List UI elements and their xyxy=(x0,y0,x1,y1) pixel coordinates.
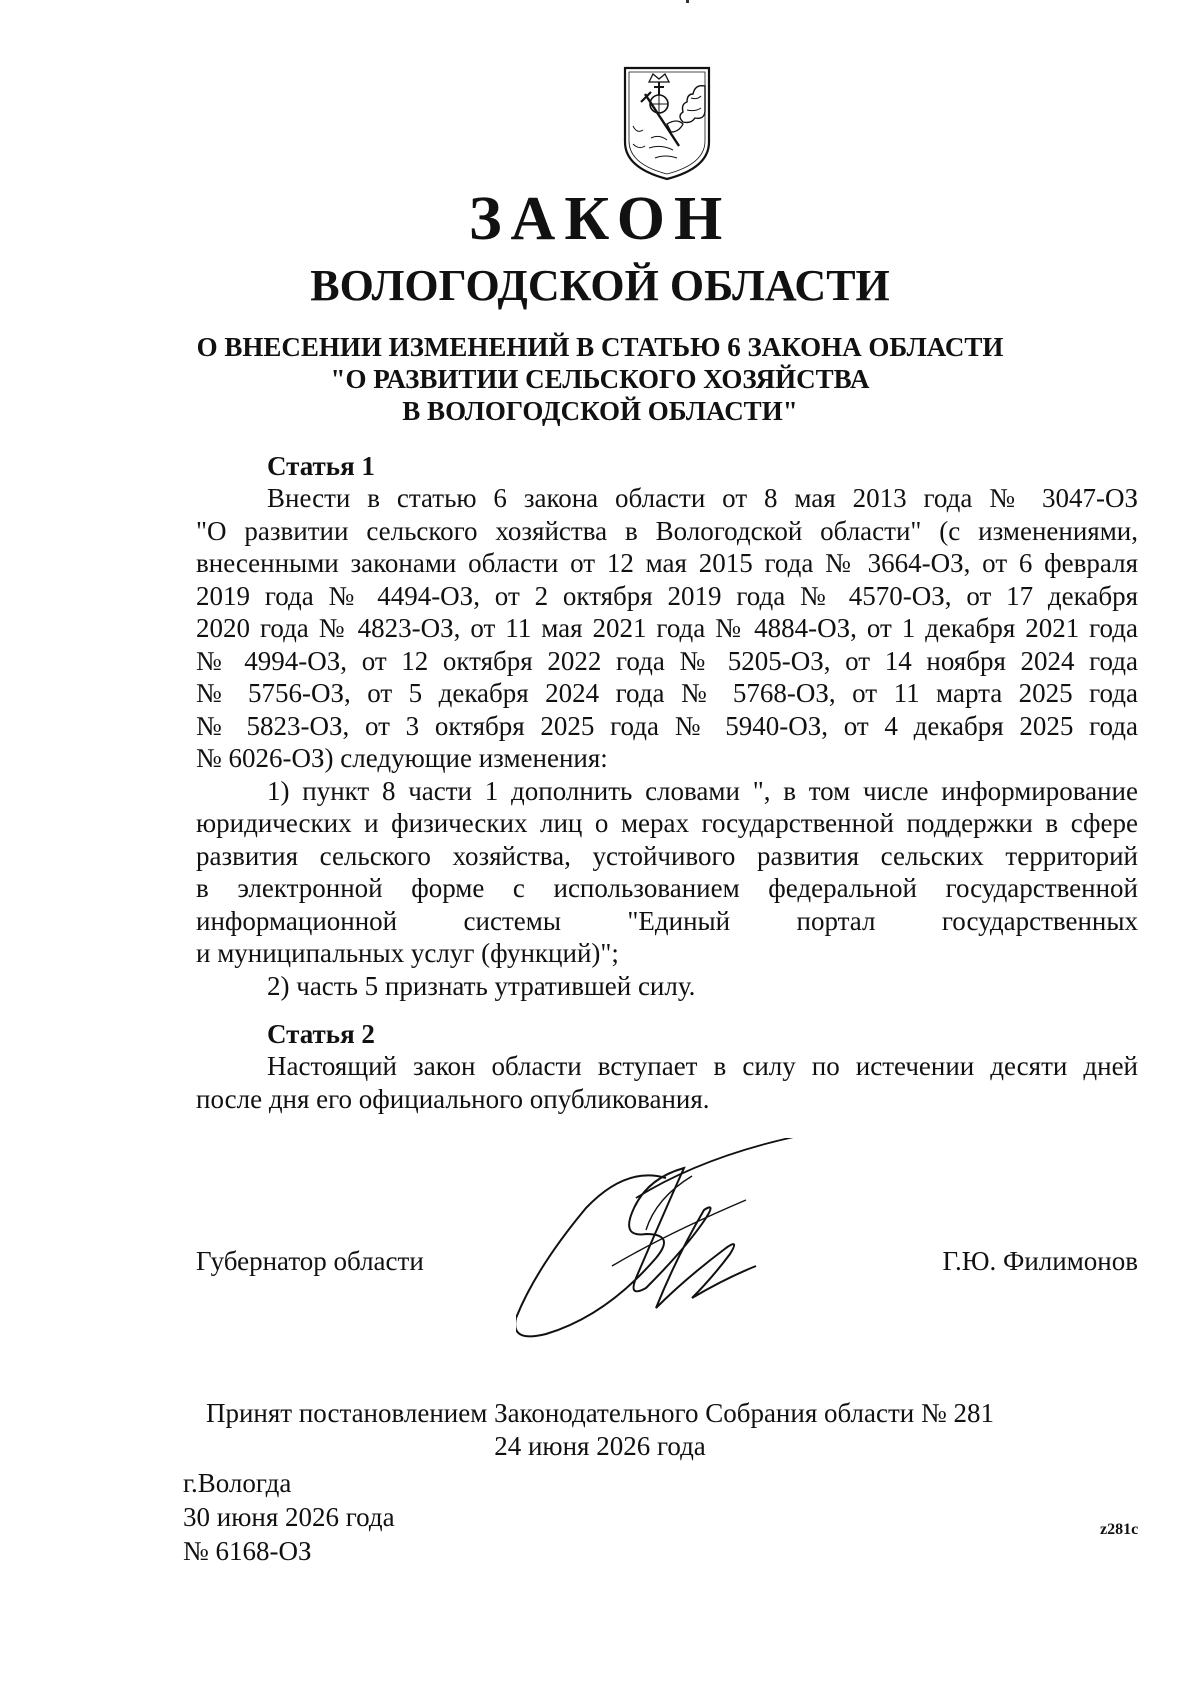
body-line: в электронной форме с использованием федеральной государственной xyxy=(196,873,1138,903)
body-line: и муниципальных услуг (функций)"; xyxy=(196,938,619,968)
issue-city: г.Вологда xyxy=(183,1468,292,1498)
body-line: 2019 года № 4494-ОЗ, от 2 октября 2019 года № 4570-ОЗ, от 17 декабря xyxy=(196,580,1138,611)
body-line: внесенными законами области от 12 мая 2015 года № 3664-ОЗ, от 6 февраля xyxy=(196,548,1138,578)
adoption-note xyxy=(0,1397,1200,1463)
heading-line: "О РАЗВИТИИ СЕЛЬСКОГО ХОЗЯЙСТВА xyxy=(330,364,870,394)
page-mark xyxy=(686,0,689,3)
body-line: развития сельского хозяйства, устойчивого развития сельских территорий xyxy=(196,840,1138,871)
body-line: 2020 года № 4823-ОЗ, от 11 мая 2021 года № 4884-ОЗ, от 1 декабря 2021 года xyxy=(196,613,1138,643)
law-number: № 6168-ОЗ xyxy=(183,1536,312,1566)
heading-line: О ВНЕСЕНИИ ИЗМЕНЕНИЙ В СТАТЬЮ 6 ЗАКОНА ОБЛАСТИ xyxy=(196,332,1004,362)
signatory-name: Г.Ю. Филимонов xyxy=(942,1246,1138,1276)
body-line: № 5756-ОЗ, от 5 декабря 2024 года № 5768-ОЗ, от 11 марта 2025 года xyxy=(196,678,1138,708)
body-line: 1) пункт 8 части 1 дополнить словами ", в том числе информирование xyxy=(267,775,1138,806)
document-code: z281c xyxy=(1100,1521,1139,1538)
article-2-title: Статья 2 xyxy=(267,1019,375,1049)
body-line: юридических и физических лиц о мерах государственной поддержки в сфере xyxy=(196,808,1138,838)
adoption-resolution: Принят постановлением Законодательного Собрания области № 281 xyxy=(205,1398,995,1428)
article-1-body xyxy=(196,482,1138,1002)
coat-of-arms-icon xyxy=(621,64,713,182)
article-2-body xyxy=(196,1050,1138,1115)
body-line: 2) часть 5 признать утратившей силу. xyxy=(267,970,696,1001)
heading-line: В ВОЛОГОДСКОЙ ОБЛАСТИ" xyxy=(402,396,798,426)
body-line: информационной системы "Единый портал государственных xyxy=(196,905,1138,936)
body-line: "О развитии сельского хозяйства в Вологодской области" (с изменениями, xyxy=(196,515,1138,546)
body-line: № 4994-ОЗ, от 12 октября 2022 года № 5205-ОЗ, от 14 ноября 2024 года xyxy=(196,645,1138,676)
issue-date: 30 июня 2026 года xyxy=(183,1502,395,1532)
signatory-position: Губернатор области xyxy=(196,1246,424,1276)
body-line: Настоящий закон области вступает в силу по истечении десяти дней xyxy=(267,1051,1138,1081)
document-type: ЗАКОН xyxy=(468,185,732,253)
body-line: № 5823-ОЗ, от 3 октября 2025 года № 5940-ОЗ, от 4 декабря 2025 года xyxy=(196,710,1138,741)
governor-signature xyxy=(516,1138,846,1348)
adoption-date: 24 июня 2026 года xyxy=(494,1431,706,1461)
document-footer xyxy=(183,1466,395,1568)
article-1-title: Статья 1 xyxy=(267,451,375,481)
law-heading xyxy=(0,331,1200,427)
body-line: № 6026-ОЗ) следующие изменения: xyxy=(196,743,608,773)
signature-row xyxy=(196,1244,1138,1278)
body-line: после дня его официального опубликования. xyxy=(196,1083,710,1114)
body-line: Внести в статью 6 закона области от 8 мая 2013 года № 3047-ОЗ xyxy=(267,483,1138,513)
issuing-region: ВОЛОГОДСКОЙ ОБЛАСТИ xyxy=(310,261,890,310)
